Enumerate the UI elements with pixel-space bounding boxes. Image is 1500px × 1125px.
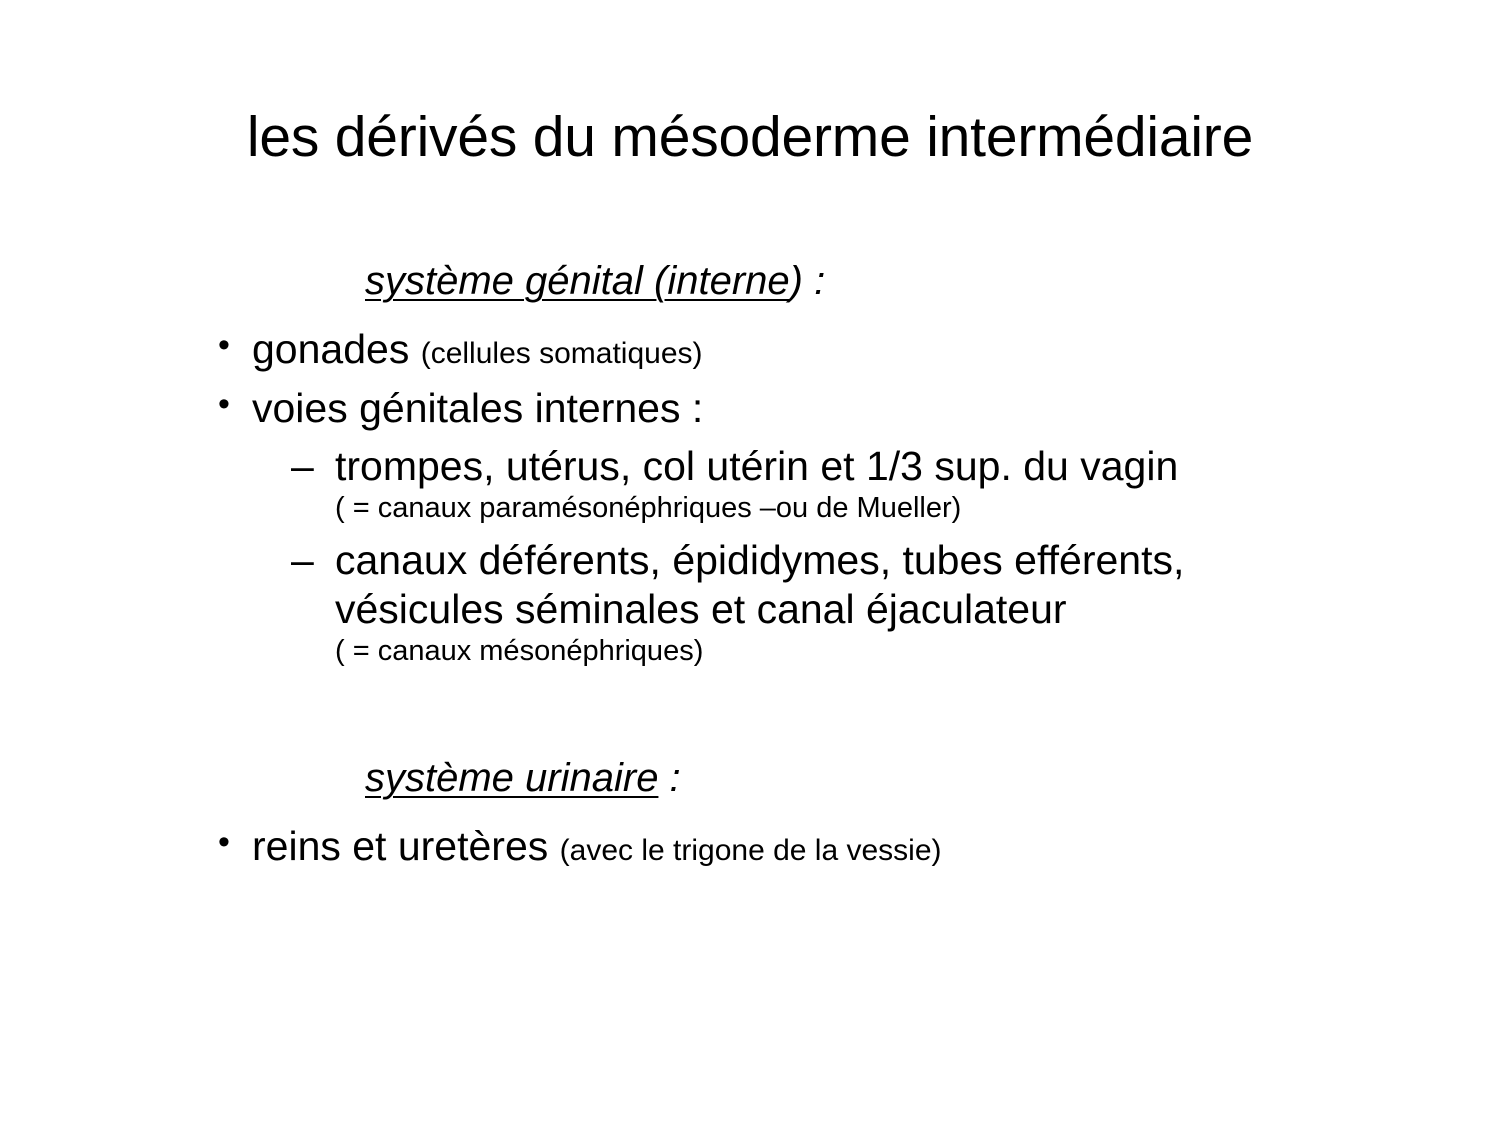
dash-marker-icon: –: [291, 442, 314, 489]
slide-body: [0, 258, 1500, 871]
bullet-dot-icon: •: [218, 823, 230, 862]
bullet-dot-icon: •: [218, 326, 230, 365]
list-item: [0, 822, 1500, 870]
section-heading-urinaire-underlined-part: système urinaire: [365, 756, 659, 801]
sub-list-item: [0, 442, 1335, 491]
spacer: [0, 669, 1500, 755]
spacer: [0, 432, 1500, 442]
list-item-label: voies génitales internes :: [252, 384, 704, 431]
spacer: [0, 526, 1500, 536]
section-heading-urinaire-tail: :: [658, 756, 681, 801]
sub-list-item-label: canaux déférents, épididymes, tubes efférents, vésicules séminales et canal éjaculateur: [335, 536, 1185, 633]
list-item-note: (avec le trigone de la vessie): [559, 834, 942, 868]
list-item-label: gonades: [252, 326, 421, 373]
dash-marker-icon: –: [291, 536, 314, 583]
sub-list-item-label: trompes, utérus, col utérin et 1/3 sup. du vagin: [335, 442, 1179, 489]
list-item: [0, 325, 1500, 373]
spacer: [0, 802, 1500, 822]
list-item-note: (cellules somatiques): [420, 337, 703, 371]
section-heading-genital-tail: ) :: [789, 259, 826, 303]
bullet-dot-icon: •: [218, 384, 230, 423]
spacer: [0, 305, 1500, 325]
section-heading-urinaire: [0, 755, 1500, 802]
list-item-label: reins et uretères: [252, 823, 560, 870]
sub-list-item: [0, 536, 1335, 634]
sub-list-item-note: ( = canaux mésonéphriques): [335, 635, 704, 668]
sub-list-item-note: ( = canaux paramésonéphriques –ou de Mueller): [335, 492, 962, 525]
section-heading-genital: [0, 258, 1500, 305]
list-item: [0, 384, 1500, 432]
section-genital: [0, 258, 1500, 669]
page-title: les dérivés du mésoderme intermédiaire: [246, 105, 1254, 170]
spacer: [0, 374, 1500, 384]
section-heading-genital-underlined-part: système génital (interne: [365, 259, 790, 303]
section-urinaire: [0, 755, 1500, 871]
